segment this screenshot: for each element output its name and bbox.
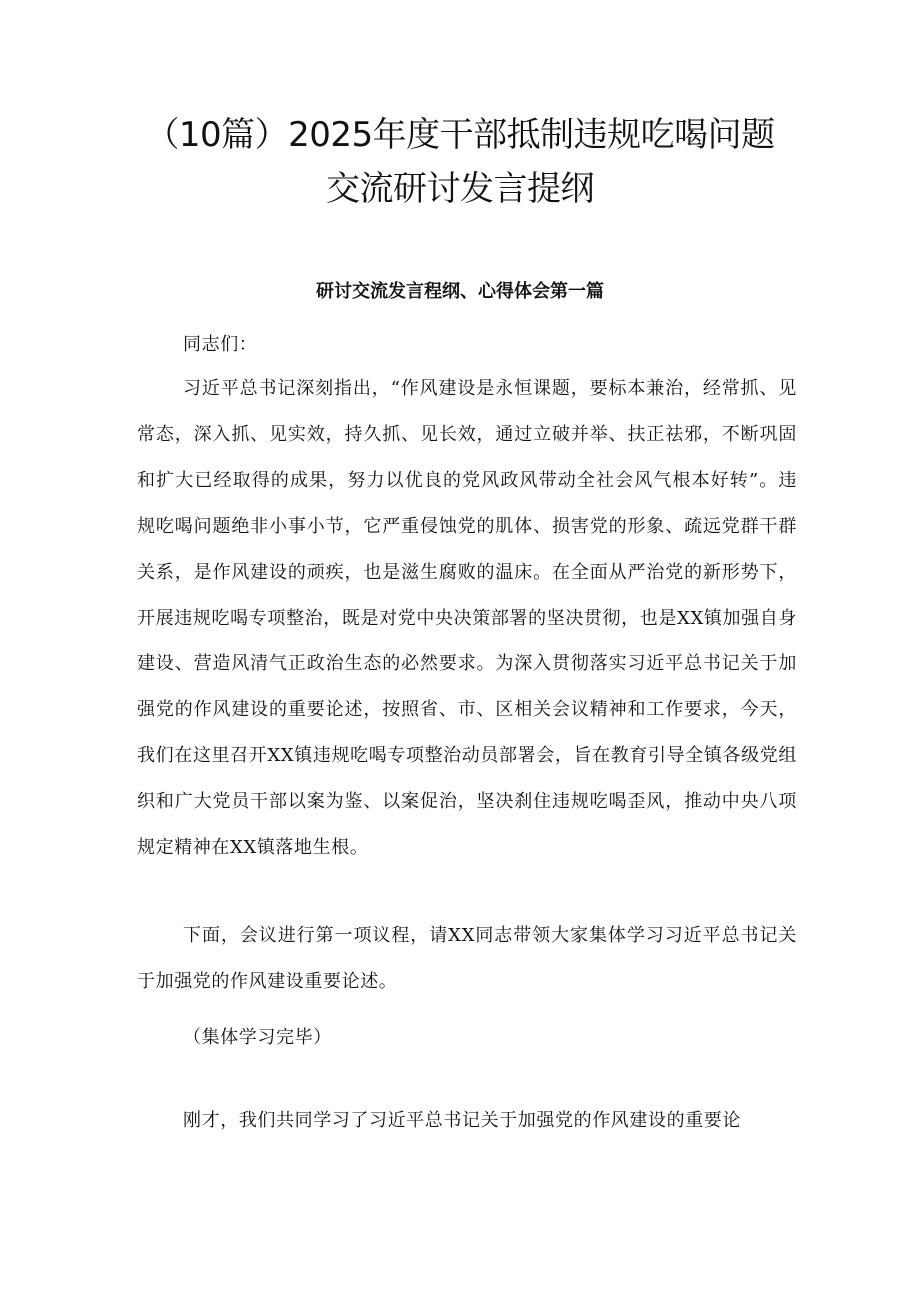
- greeting: 同志们：: [183, 334, 258, 355]
- study-note: （集体学习完毕）: [183, 1027, 332, 1048]
- body-paragraph-3: 刚才，我们共同学习了习近平总书记关于加强党的作风建设的重要论: [183, 1110, 741, 1131]
- document-title-line-2: 交流研讨发言提纲: [326, 169, 594, 209]
- body-paragraph-1: 习近平总书记深刻指出，“作风建设是永恒课题，要标本兼治，经常抓、见常态，深入抓、见实效，持久抓、见长效，通过立破并举、扶正祛邪，不断巩固和扩大已经取得的成果，努力以优良的党风政风带动全社会风气根本好转”。违规吃喝问题绝非小事小节，它严重侵蚀党的肌体、损害党的形象、疏远党群干群关系，是作风建设的顽疾，也是滋生腐败的温床。在全面从严治党的新形势下，开展违规吃喝专项整治，既是对党中央决策部署的坚决贯彻，也是XX镇加强自身建设、营造风清气正政治生态的必然要求。为深入贯彻落实习近平总书记关于加强党的作风建设的重要论述，按照省、市、区相关会议精神和工作要求，今天，我们在这里召开XX镇违规吃喝专项整治动员部署会，旨在教育引导全镇各级党组织和广大党员干部以案为鉴、以案促治，坚决刹住违规吃喝歪风，推动中央八项规定精神在XX镇落地生根。: [137, 378, 797, 859]
- body-paragraph-2: 下面，会议进行第一项议程，请XX同志带领大家集体学习习近平总书记关于加强党的作风建设重要论述。: [137, 925, 797, 992]
- section-heading: 研讨交流发言程纲、心得体会第一篇: [316, 281, 604, 302]
- document-title: [60, 108, 860, 216]
- document-title-line-1: （10篇）2025年度干部抵制违规吃喝问题: [145, 115, 775, 155]
